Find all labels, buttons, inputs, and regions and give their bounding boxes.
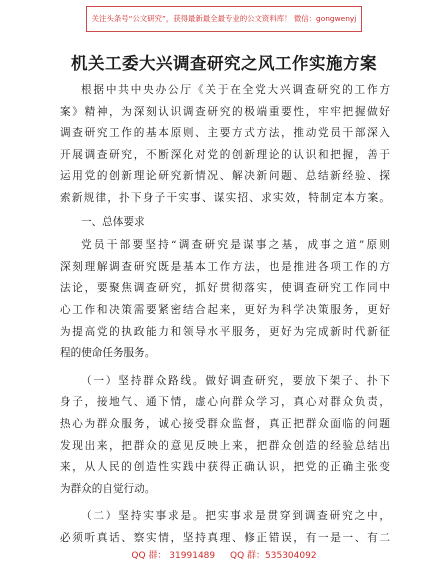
promo-banner: 关注头条号“公文研究”，获得最新最全最专业的公文资料库！ 微信：gongwenyj (86, 6, 362, 32)
text-line: 案》精神，为深刻认识调查研究的极端重要性，牢牢把握做好 (60, 105, 390, 118)
text-line: 来，从人民的创造性实践中获得正确认识，把党的正确主张变 (60, 461, 390, 474)
text-line: 索新规律，扑下身子干实事、谋实招、求实效，特制定本方案。 (60, 191, 390, 204)
text-line: 深刻理解调查研究既是基本工作方法，也是推进各项工作的方 (60, 260, 390, 273)
text-line: 调查研究工作的基本原则、主要方式方法，推动党员干部深入 (60, 127, 390, 140)
document-title: 机关工委大兴调查研究之风工作实施方案 (71, 54, 377, 73)
section-heading: 一、总体要求 (81, 215, 145, 228)
text-line: （一）坚持群众路线。做好调查研究，要放下架子、扑下 (81, 374, 390, 387)
text-line: 为群众的自觉行动。 (60, 482, 156, 495)
text-line: （二）坚持实事求是。把实事求是贯穿到调查研究之中， (81, 510, 390, 523)
paragraph-intro (60, 80, 390, 210)
text-line: 程的使命任务服务。 (60, 347, 156, 360)
text-line: 热心为群众服务，诚心接受群众监督，真正把群众面临的问题 (60, 417, 390, 430)
text-line: 身子，接地气、通下情，虚心向群众学习，真心对群众负责， (60, 396, 390, 409)
text-line: 为提高党的执政能力和领导水平服务，更好为完成新时代新征 (60, 325, 390, 338)
paragraph-seek-truth (60, 506, 390, 549)
text-line: 心工作和决策需要紧密结合起来，更好为科学决策服务，更好 (60, 303, 390, 316)
text-line: 法论，要聚焦调查研究，抓好贯彻落实，使调查研究工作同中 (60, 282, 390, 295)
qq-group-1: QQ 群： 31991489 (131, 551, 216, 561)
document-body (60, 80, 390, 549)
text-line: 发现出来，把群众的意见反映上来，把群众创造的经验总结出 (60, 439, 390, 452)
qq-group-2: QQ 群：535304092 (230, 551, 317, 561)
text-line: 开展调查研究，不断深化对党的创新理论的认识和把握，善于 (60, 148, 390, 161)
text-line: 根据中共中央办公厅《关于在全党大兴调查研究的工作方 (81, 84, 390, 96)
text-line: 党员干部要坚持“调查研究是谋事之基，成事之道”原则 (81, 239, 390, 252)
text-line: 运用党的创新理论研究新情况、解决新问题、总结新经验、探 (60, 170, 390, 183)
text-line: 必须听真话、察实情，坚持真理、修正错误，有一是一、有二 (60, 531, 390, 544)
paragraph-mass-line (60, 371, 390, 501)
paragraph-overall (60, 235, 390, 365)
footer-contact (0, 548, 448, 561)
